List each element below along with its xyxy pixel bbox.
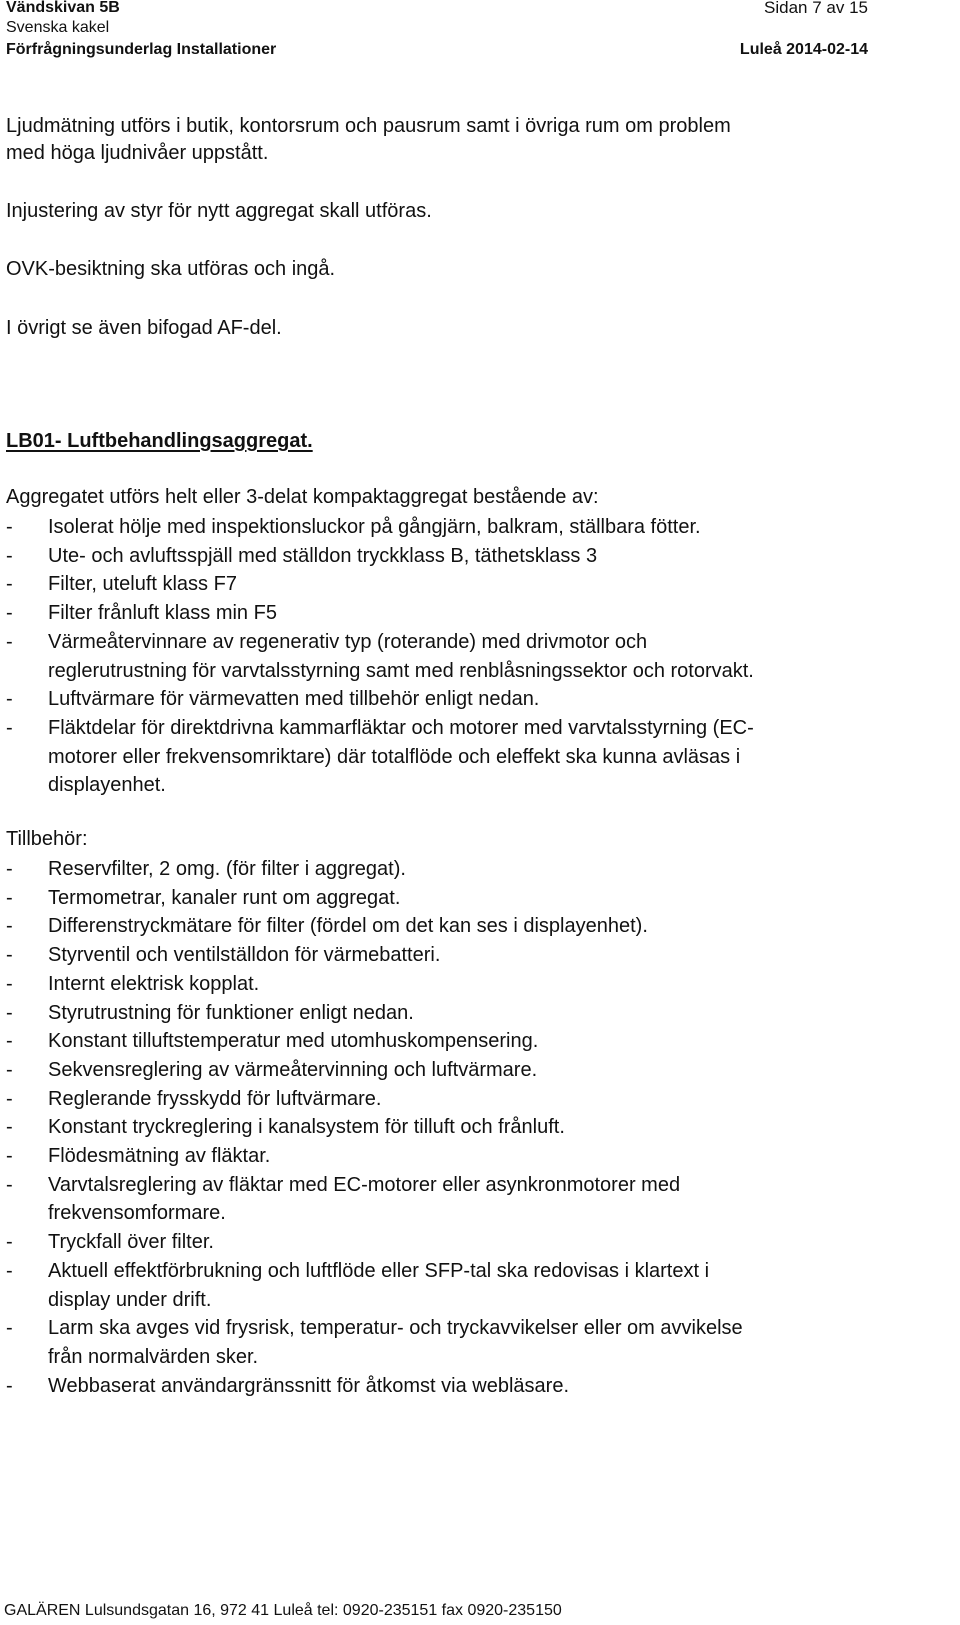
header-date: Luleå 2014-02-14 — [739, 41, 868, 58]
list-item-text: Internt elektrisk kopplat. — [48, 972, 260, 995]
bullet-dash: - — [6, 630, 13, 653]
list-item — [6, 1314, 886, 1371]
list-item — [6, 884, 886, 913]
list-item-text: Filter frånluft klass min F5 — [48, 602, 277, 625]
list-item-text: Differenstryckmätare för filter (fördel om det kan ses i displayenhet). — [48, 915, 648, 938]
list-item — [6, 1085, 886, 1114]
bullet-dash: - — [6, 1001, 13, 1024]
list-item — [6, 1113, 886, 1142]
list-item-text: Tryckfall över filter. — [48, 1231, 214, 1254]
list-item — [6, 1372, 886, 1401]
list-item-text: Larm ska avges vid frysrisk, temperatur- och tryckavvikelser eller om avvikelse från normalvärden sker. — [48, 1317, 743, 1368]
list-item-text: Reglerande frysskydd för luftvärmare. — [48, 1087, 382, 1110]
footer-address: GALÄREN Lulsundsgatan 16, 972 41 Luleå tel: 0920-235151 fax 0920-235150 — [4, 1602, 562, 1619]
components-list — [6, 513, 926, 800]
list-item-text: Värmeåtervinnare av regenerativ typ (roterande) med drivmotor och reglerutrustning för varvtalsstyrning samt med renblåsningssektor och rotorvakt. — [48, 630, 754, 682]
list-item-text: Fläktdelar för direktdrivna kammarfläktar och motorer med varvtalsstyrning (EC- motorer eller frekvensomriktare) där totalflöde och eleffekt ska kunna avläsas i displayenhet. — [48, 716, 754, 797]
list-item — [6, 970, 886, 999]
list-item — [6, 912, 886, 941]
header-document-title: Förfrågningsunderlag Installationer — [6, 41, 277, 58]
list-item — [6, 1257, 886, 1314]
list-item-text: Flödesmätning av fläktar. — [48, 1145, 271, 1168]
bullet-dash: - — [6, 1374, 13, 1397]
list-item-text: Termometrar, kanaler runt om aggregat. — [48, 886, 401, 909]
bullet-dash: - — [6, 544, 13, 567]
list-item-text: Reservfilter, 2 omg. (för filter i aggregat). — [48, 858, 406, 880]
bullet-dash: - — [6, 1116, 13, 1139]
list-item-text: Luftvärmare för värmevatten med tillbehör enligt nedan. — [48, 688, 540, 711]
list-item-text: Styrventil och ventilställdon för värmebatteri. — [48, 944, 441, 967]
bullet-dash: - — [6, 688, 13, 711]
list-item — [6, 1142, 886, 1171]
bullet-dash: - — [6, 858, 13, 880]
bullet-dash: - — [6, 1231, 13, 1254]
accessories-list — [6, 855, 886, 1400]
list-item — [6, 1171, 886, 1228]
bullet-dash: - — [6, 602, 13, 625]
list-item-text: Webbaserat användargränssnitt för åtkomst via webläsare. — [48, 1374, 570, 1397]
list-item-text: Konstant tilluftstemperatur med utomhuskompensering. — [48, 1030, 539, 1053]
list-item — [6, 941, 886, 970]
list-item — [6, 628, 926, 685]
bullet-dash: - — [6, 1058, 13, 1081]
list-item-text: Varvtalsreglering av fläktar med EC-motorer eller asynkronmotorer med frekvensomformare. — [48, 1173, 681, 1225]
list-item — [6, 714, 926, 800]
bullet-dash: - — [6, 573, 13, 596]
list-item-text: Ute- och avluftsspjäll med ställdon tryckklass B, täthetsklass 3 — [48, 544, 598, 567]
list-item — [6, 570, 926, 599]
bullet-dash: - — [6, 1030, 13, 1053]
bullet-dash: - — [6, 716, 13, 739]
bullet-dash: - — [6, 1317, 13, 1340]
list-item — [6, 513, 926, 542]
list-item — [6, 599, 926, 628]
bullet-dash: - — [6, 1173, 13, 1196]
list-item — [6, 685, 926, 714]
bullet-dash: - — [6, 516, 13, 538]
list-item — [6, 1056, 886, 1085]
paragraph-af-reference: I övrigt se även bifogad AF-del. — [6, 317, 282, 339]
list-item — [6, 999, 886, 1028]
list-item-text: Konstant tryckreglering i kanalsystem för tilluft och frånluft. — [48, 1116, 565, 1139]
list-item — [6, 1027, 886, 1056]
list-item — [6, 542, 926, 571]
page-number: Sidan 7 av 15 — [764, 0, 868, 17]
bullet-dash: - — [6, 1087, 13, 1110]
bullet-dash: - — [6, 1145, 13, 1168]
header-title: Vändskivan 5B — [6, 0, 120, 16]
paragraph-ovk-inspection: OVK-besiktning ska utföras och ingå. — [6, 258, 336, 280]
list-item — [6, 1228, 886, 1257]
bullet-dash: - — [6, 944, 13, 967]
bullet-dash: - — [6, 915, 13, 938]
bullet-dash: - — [6, 886, 13, 909]
list-item-text: Sekvensreglering av värmeåtervinning och luftvärmare. — [48, 1058, 538, 1081]
list-item — [6, 855, 886, 884]
bullet-dash: - — [6, 1259, 13, 1282]
bullet-dash: - — [6, 972, 13, 995]
paragraph-sound-measurement: Ljudmätning utförs i butik, kontorsrum och pausrum samt i övriga rum om problem med höga ljudnivåer uppstått. — [6, 115, 731, 164]
section-intro: Aggregatet utförs helt eller 3-delat kompaktaggregat bestående av: — [6, 486, 599, 508]
list-item-text: Styrutrustning för funktioner enligt nedan. — [48, 1001, 414, 1024]
paragraph-adjustment: Injustering av styr för nytt aggregat skall utföras. — [6, 200, 432, 222]
section-heading: LB01- Luftbehandlingsaggregat. — [6, 430, 313, 452]
header-subtitle: Svenska kakel — [6, 19, 110, 36]
list-item-text: Filter, uteluft klass F7 — [48, 573, 237, 596]
accessories-heading: Tillbehör: — [6, 828, 88, 850]
list-item-text: Aktuell effektförbrukning och luftflöde eller SFP-tal ska redovisas i klartext i display under drift. — [48, 1259, 710, 1311]
list-item-text: Isolerat hölje med inspektionsluckor på gångjärn, balkram, ställbara fötter. — [48, 516, 701, 538]
